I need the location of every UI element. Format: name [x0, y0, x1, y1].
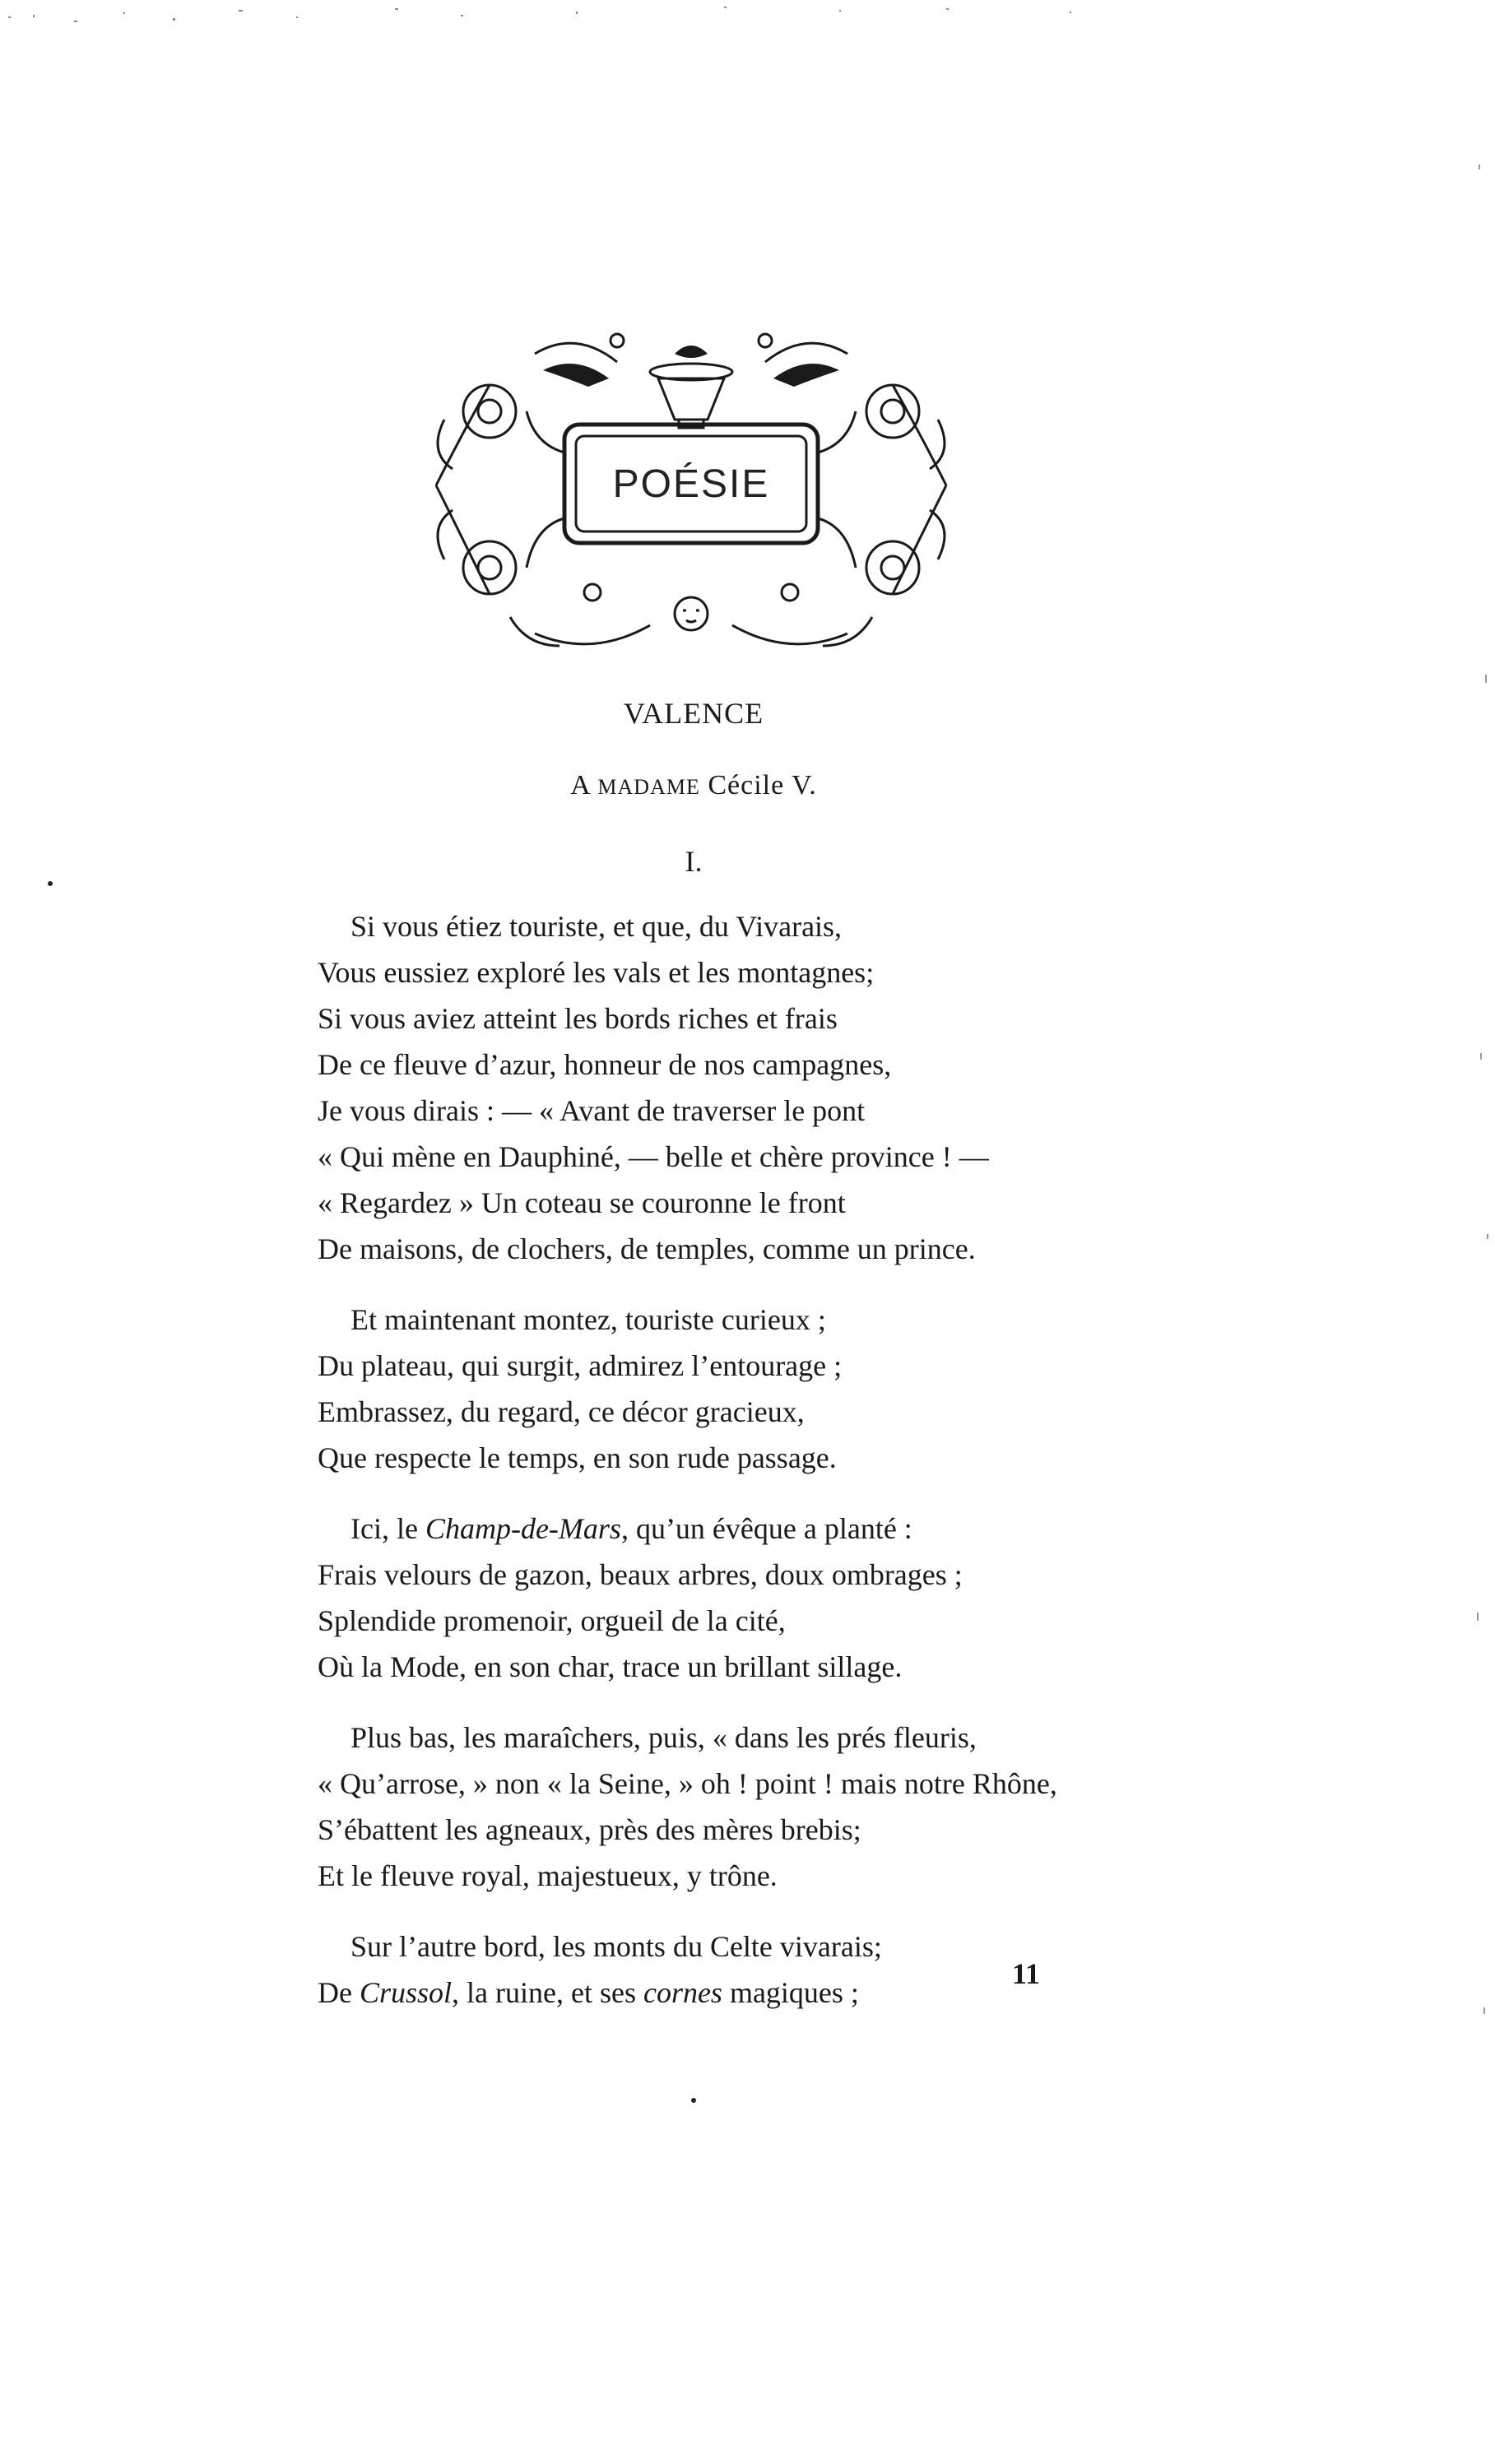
- dedication-name: Cécile V.: [708, 770, 817, 800]
- poem-line: Splendide promenoir, orgueil de la cité,: [318, 1604, 786, 1637]
- section-number: I.: [685, 845, 703, 878]
- italic-segment: cornes: [643, 1976, 722, 2009]
- stanza: [318, 1297, 1157, 1481]
- italic-segment: Crussol: [359, 1976, 453, 2009]
- poem-line: Où la Mode, en son char, trace un brillant sillage.: [318, 1650, 903, 1683]
- poem-line: Et maintenant montez, touriste curieux ;: [351, 1303, 826, 1336]
- poem-line: Que respecte le temps, en son rude passage.: [318, 1441, 837, 1474]
- poem-line: Si vous étiez touriste, et que, du Vivarais,: [351, 910, 843, 943]
- signature-mark: 11: [1012, 1957, 1041, 1990]
- page-edge-noise: [1462, 0, 1495, 2464]
- poem-line: Embrassez, du regard, ce décor gracieux,: [318, 1395, 805, 1428]
- stray-dot: [691, 2098, 696, 2103]
- stanza: [318, 1506, 1157, 1690]
- poem-line: [318, 1506, 1157, 1552]
- dedication: [0, 770, 1387, 801]
- text-segment: Ici, le: [351, 1512, 425, 1545]
- text-segment: magiques ;: [722, 1976, 859, 2009]
- text-segment: De: [318, 1976, 360, 2009]
- poem-line: De ce fleuve d’azur, honneur de nos campagnes,: [318, 1048, 892, 1081]
- poem-line: De maisons, de clochers, de temples, comme un prince.: [318, 1232, 976, 1265]
- italic-segment: Champ-de-Mars: [425, 1512, 621, 1545]
- poem-line: Sur l’autre bord, les monts du Celte vivarais;: [351, 1930, 882, 1963]
- poem-line: Et le fleuve royal, majestueux, y trône.: [318, 1859, 778, 1892]
- print-speckle: [0, 0, 1495, 49]
- poem-title: VALENCE: [623, 697, 764, 730]
- stanza: [318, 903, 1157, 1272]
- poem-line: Plus bas, les maraîchers, puis, « dans les prés fleuris,: [351, 1721, 977, 1754]
- stray-dot: [48, 881, 53, 886]
- stanza: [318, 1715, 1157, 1899]
- text-segment: , la ruine, et ses: [452, 1976, 643, 2009]
- dedication-prefix: A: [570, 770, 590, 800]
- poem-line: Frais velours de gazon, beaux arbres, doux ombrages ;: [318, 1558, 963, 1591]
- poem-line: Si vous aviez atteint les bords riches et frais: [318, 1002, 838, 1035]
- poem-line: « Qu’arrose, » non « la Seine, » oh ! point ! mais notre Rhône,: [318, 1767, 1057, 1800]
- poem-line: « Qui mène en Dauphiné, — belle et chère province ! —: [318, 1140, 989, 1173]
- dedication-smallcaps: MADAME: [597, 775, 700, 799]
- poem-body: [318, 903, 1157, 2040]
- poem-line: Je vous dirais : — « Avant de traverser le pont: [318, 1094, 866, 1127]
- poem-line: S’ébattent les agneaux, près des mères brebis;: [318, 1813, 861, 1846]
- text-segment: , qu’un évêque a planté :: [620, 1512, 912, 1545]
- poem-line: Du plateau, qui surgit, admirez l’entourage ;: [318, 1349, 843, 1382]
- cartouche-label: POÉSIE: [612, 462, 770, 506]
- poesie-header-ornament: [411, 321, 971, 666]
- poem-line: Vous eussiez exploré les vals et les montagnes;: [318, 956, 875, 989]
- poem-line: « Regardez » Un coteau se couronne le front: [318, 1186, 846, 1219]
